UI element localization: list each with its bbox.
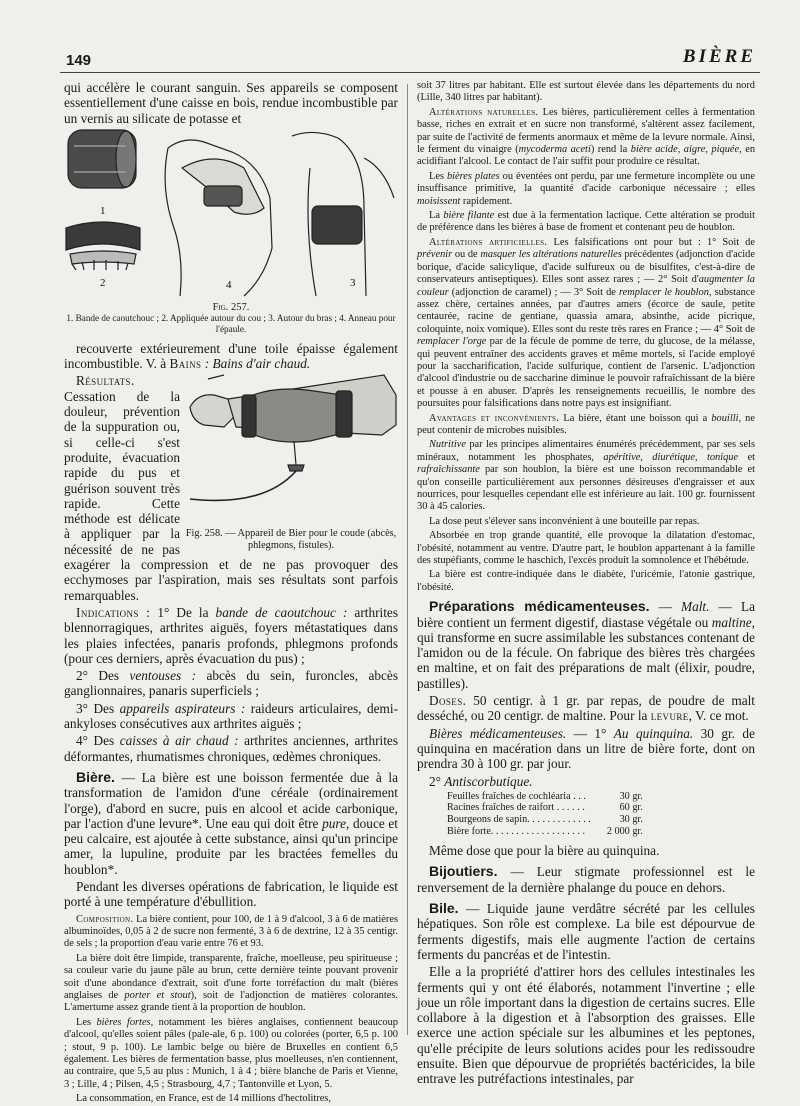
entry-bijoutiers: Bijoutiers. — Leur stigmate professionnel est le renversement de la dernière phalange du pouce en dehors. — [417, 863, 755, 895]
running-title: BIÈRE — [682, 46, 756, 67]
paragraph-absorbee: Absorbée en trop grande quantité, elle provoque la dilatation d'estomac, l'obésité, notamment au ventre. D'autre part, le houblon appartenant à la famille des stupéfiants, comme le haschich, l'excès produit la somnolence et l'hébétude. — [417, 530, 755, 567]
indication-2: 2° Des ventouses : abcès du sein, furoncles, abcès ganglionnaires, panaris superficiels ; — [64, 668, 398, 699]
paragraph-composition: Composition. La bière contient, pour 100, de 1 à 9 d'alcool, 3 à 6 de matières albuminoïdes, 0,05 à 2 de sucre non fermenté, 3 à 6 de dextrine, 12 à 35 centigr. de sels ; la proportion d'eau varie entre 76 et 93. — [64, 913, 398, 950]
formula-row: Bière forte. . . . . . . . . . . . . . . . . . . 2 000 gr. — [447, 825, 643, 837]
left-column — [64, 80, 399, 1105]
formula-row: Racines fraîches de raifort . . . . . . 60 gr. — [447, 802, 643, 814]
paragraph-contre-indiquee: La bière est contre-indiquée dans le diabète, l'uricémie, l'atonie gastrique, l'obésité. — [417, 569, 755, 593]
figure-257-illustration — [64, 128, 398, 302]
paragraph-consommation-cont: soit 37 litres par habitant. Elle est surtout élevée dans les départements du nord (Lille, 340 litres par habitant). — [417, 80, 755, 104]
paragraph-limpide: La bière doit être limpide, transparente, fraîche, moelleuse, peu spiritueuse ; sa couleur varie du jaune pâle au brun, cette dernière teinte pouvant provenir soit d'une abondance d'extrait, soit d'une forte torréfaction du malt (bières anglaises de porter et stout), soit de l'adjonction de matières colorantes. L'amertume assez grande tient à la proportion de houblon. — [64, 952, 398, 1014]
fig257-label-4: 4 — [226, 278, 232, 291]
paragraph-bieres-medicamenteuses: Bières médicamenteuses. — 1° Au quinquina. 30 gr. de quinquina en macération dans un litre de bière forte, dont on prendra 30 à 100 gr. par jour. — [417, 725, 755, 772]
figure-258 — [184, 375, 398, 551]
paragraph-bieres-fortes: Les bières fortes, notamment les bières anglaises, contiennent beaucoup d'alcool, qu'elles soient pâles (pale-ale, 6 p. 100) ou colorées (porter, 6,5 p. 100 ; stout, 9 p. 100). Le lambic belge ou bière de Bruxelles en contient 6,5 également. Les bières de fermentation basse, plus moelleuses, n'en contiennent, au contraire, que 5,5 au plus : Munich, 1 à 4 ; bière blanche de Paris et Vienne, 3 ; Lille, 4 ; Pilsen, 4,5 ; Strasbourg, 4,7 ; Tantonville et Lyon, 5. — [64, 1016, 399, 1090]
fig257-label-1: 1 — [100, 204, 106, 217]
paragraph-antiscorbutique: 2° Antiscorbutique. — [429, 773, 533, 789]
right-column — [417, 80, 756, 1087]
paragraph-nutritive: Nutritive par les principes alimentaires énumérés précédemment, par ses sels minéraux, notamment les phosphates, apéritive, diurétique, tonique et rafraîchissante par son houblon, la bière est une boisson recommandable et qu'on conseille particulièrement aux personnes désireuses d'engraisser et aux nourrices, pour lesquelles cependant elle est inférieure au lait. 100 gr. fournissent 30 à 45 calories. — [417, 439, 755, 513]
paragraph-bile-propriete: Elle a la propriété d'attirer hors des cellules intestinales les ferments qui y ont été élaborés, notamment l'invertine ; elle joue un rôle important dans la digestion de certains sucres. Elle collabore à la digestion et à l'absorption des graisses. Elle exerce une action spéciale sur les albumines et les peptones, qu'elle précipite de leurs solutions acides pour les redissoudre ensuite. Bien que dépourvue de propriétés bactéricides, la bile entrave les putréfactions intestinales, par — [417, 964, 755, 1087]
glass-cylinder-drawing — [248, 389, 344, 442]
indication-3: 3° Des appareils aspirateurs : raideurs articulaires, demi-ankyloses consécutives aux arthrites aiguës ; — [64, 700, 398, 732]
paragraph-indications: Indications : 1° De la bande de caoutchouc : arthrites blennorragiques, arthrites aiguës, foyers métastatiques dans les plaies infectées, panaris profonds, phlegmons profonds (pour ces derniers, après évacuation du pus) ; — [64, 604, 398, 666]
resultats-block — [64, 373, 398, 666]
indication-4: 4° Des caisses à air chaud : arthrites anciennes, arthrites déformantes, rhumatismes chroniques, œdèmes chroniques. — [64, 733, 399, 764]
paragraph-alterations-artificielles: Altérations artificielles. Les falsifications ont pour but : 1° Soit de prévenir ou de masquer les altérations naturelles précédentes (adjonction d'acide borique, d'acide salicylique, d'acide sulfureux ou de bisulfites, c'est-à-dire de conservateurs antiseptiques). Elles sont assez rares ; — 2° Soit d'augmenter la couleur (adjonction de caramel) ; — 3° Soit de remplacer le houblon, substance assez chère, certaines années, par d'autres amers (écorce de saule, petite centaurée, racine de gentiane, quassia amara, absinthe, acide picrique, coloquinte, noix vomique). Elles sont du reste très rares en France ; — 4° Soit de remplacer l'orge par de la fécule de pomme de terre, du glucose, de la mélasse, qui peuvent entraîner des accidents graves et même mortels, si l'acide employé pour la saccharification, l'acide sulfurique, contient de l'arsenic. L'adjonction d'alcool d'industrie ou de saccharine diminue le pouvoir rafraîchissant de la bière et pousse à en abuser. D'après les renseignements recueillis, le nombre des poursuites pour falsifications dans notre pays est insignifiant. — [417, 236, 756, 410]
paragraph-fabrication: Pendant les diverses opérations de fabrication, le liquide est porté à une température d'ébullition. — [64, 878, 398, 910]
fig257-label-3: 3 — [350, 276, 356, 289]
figure-257-caption: Fig. 257. — [212, 301, 250, 313]
paragraph-resultats: Résultats. Cessation de la douleur, prévention de la suppuration ou, si celle-ci s'est produite, évacuation rapide du pus et guérison souvent très rapide. Cette méthode est délicate à appliquer par la nécessité de ne pas exagérer la compression et de ne pas provoquer des ecchymoses par l'aspiration, mais ses résultats sont parfois remarquables. — [64, 373, 398, 603]
entry-biere-heading: Bière. — [76, 768, 115, 785]
paragraph-meme-dose: Même dose que pour la bière au quinquina. — [429, 843, 660, 859]
suction-tube-drawing — [190, 471, 296, 500]
bier-apparatus-illustration — [184, 375, 398, 525]
entry-biere: Bière. — La bière est une boisson fermentée due à la transformation de l'amidon d'une céréale (ordinairement l'orge), d'abord en sucre, puis en alcool et acide carbonique, par l'action d'une levure*. Une eau qui doit être pure, douce et peu calcaire, est ajoutée à cette substance, ainsi qu'un principe amer, la lupuline, produite par les bractées femelles du houblon*. — [64, 768, 399, 877]
paragraph-intro: qui accélère le courant sanguin. Ses appareils se composent essentiellement d'une caisse en bois, rendue incombustible par un vernis au silicate de potasse et — [64, 80, 398, 126]
page-number: 149 — [66, 52, 92, 69]
entry-preparations: Préparations médicamenteuses. — Malt. — La bière contient un ferment digestif, diastase végétale ou maltine, qui transforme en sucre assimilable les substances contenant de l'amidon ou de la fécule. On fabrique des bières très chargées en maltine, et on fait des préparations de malt (élixir, poudre, pastilles). — [417, 598, 755, 691]
formula-row: Feuilles fraîches de cochléaria . . . 30 gr. — [447, 790, 643, 802]
entry-bile: Bile. — Liquide jaune verdâtre sécrété par les cellules hépatiques. Son rôle est complexe. La bile est dépourvue de ferments digestifs, mais elle augmente l'action de certains ferments du pancréas et de l'intestin. — [417, 900, 755, 962]
column-divider — [407, 84, 408, 1035]
paragraph-consommation: La consommation, en France, est de 14 millions d'hectolitres, — [76, 1093, 331, 1105]
paragraph-recouverte: recouverte extérieurement d'une toile épaisse également incombustible. V. à Bains : Bains d'air chaud. — [64, 340, 398, 372]
neck-band-drawing — [66, 222, 140, 250]
figure-258-caption: Fig. 258. — Appareil de Bier pour le coude (abcès, phlegmons, fistules). — [185, 528, 397, 551]
paragraph-alterations-naturelles: Altérations naturelles. Les bières, particulièrement celles à fermentation basse, riches en extrait et en sucre non transformé, s'altèrent assez facilement, par suite de l'activité de ferments anormaux et même de la levure normale. Ainsi, le ferment du vinaigre (mycoderma aceti) rend la bière acide, aigre, piquée, en acidifiant l'alcool. Le contact de l'air suffit pour produire ce résultat. — [417, 106, 756, 168]
paragraph-biere-filante: La bière filante est due à la fermentation lactique. Cette altération se produit de préférence dans les bières à base de froment et contenant peu de houblon. — [417, 210, 755, 234]
figure-257 — [64, 128, 398, 302]
formula-row: Bourgeons de sapin. . . . . . . . . . . . . 30 gr. — [447, 814, 643, 825]
formula-table — [447, 791, 643, 837]
paragraph-avantages: Avantages et inconvénients. La bière, étant une boisson qui a bouilli, ne peut contenir de microbes nuisibles. — [417, 412, 755, 436]
fig257-label-2: 2 — [100, 276, 106, 289]
paragraph-dose: La dose peut s'élever sans inconvénient à une bouteille par repas. — [429, 515, 700, 527]
figure-257-legend: 1. Bande de caoutchouc ; 2. Appliquée autour du cou ; 3. Autour du bras ; 4. Anneau pour l'épaule. — [66, 312, 396, 334]
paragraph-bieres-plates: Les bières plates ou éventées ont perdu, par une fermeture incomplète ou une insuffisance primitive, la quantité d'acide carbonique nécessaire ; elles moisissent rapidement. — [417, 170, 755, 207]
running-header — [60, 44, 760, 73]
paragraph-doses: Doses. 50 centigr. à 1 gr. par repas, de poudre de malt desséché, ou 20 centigr. de maltine. Pour la levure, V. ce mot. — [417, 693, 755, 724]
arm-band-drawing — [312, 206, 362, 244]
